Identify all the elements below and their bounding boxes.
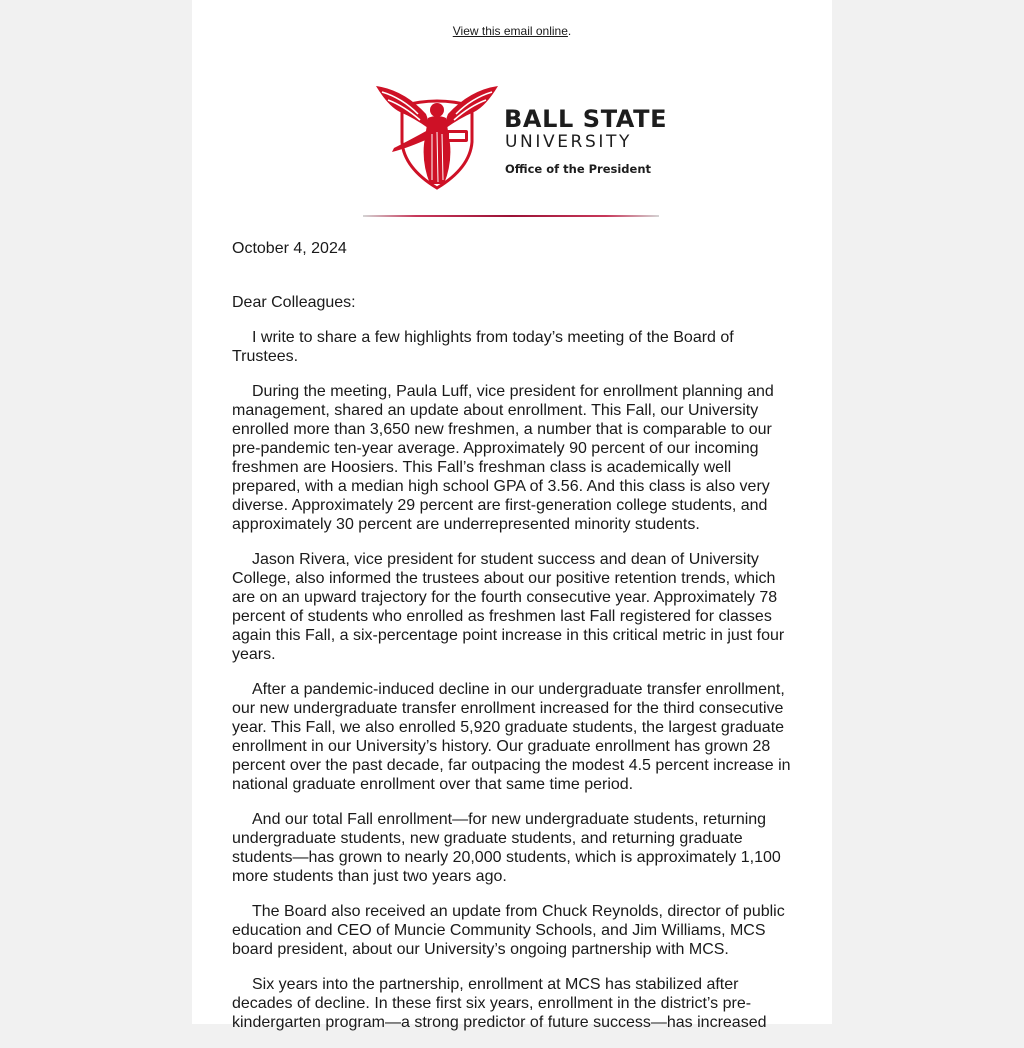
letter-paragraph: Six years into the partnership, enrollment at MCS has stabilized after decades of decline. In these first six years, enrollment in the district’s pre-kindergarten program—a strong predictor of future success—has increased bbox=[232, 976, 767, 1031]
letter-paragraph: And our total Fall enrollment—for new undergraduate students, returning undergraduate students, new graduate students, and returning graduate students—has grown to nearly 20,000 students, which is approximately 1,100 more students than just two years ago. bbox=[232, 811, 781, 885]
logo-line-university: UNIVERSITY bbox=[505, 132, 632, 152]
letter-paragraph: During the meeting, Paula Luff, vice president for enrollment planning and management, shared an update about enrollment. This Fall, our University enrolled more than 3,650 new freshmen, a number that is comparable to our pre-pandemic ten-year average. Approximately 90 percent of our incoming freshmen are Hoosiers. This Fall’s freshman class is academically well prepared, with a median high school GPA of 3.56. And this class is also very diverse. Approximately 29 percent are first-generation college students, and approximately 30 percent are underrepresented minority students. bbox=[232, 383, 774, 533]
letter-paragraph: Jason Rivera, vice president for student success and dean of University College, also informed the trustees about our positive retention trends, which are on an upward trajectory for the fourth consecutive year. Approximately 78 percent of students who enrolled as freshmen last Fall registered for classes again this Fall, a six-percentage point increase in this critical metric in just four years. bbox=[232, 551, 785, 663]
letter-paragraph: I write to share a few highlights from today’s meeting of the Board of Trustees. bbox=[232, 329, 734, 365]
view-online-suffix: . bbox=[567, 24, 572, 38]
letter-paragraph: The Board also received an update from Chuck Reynolds, director of public education and CEO of Muncie Community Schools, and Jim Williams, MCS board president, about our University’s ongoing partnership with MCS. bbox=[232, 903, 785, 958]
letter-greeting: Dear Colleagues: bbox=[232, 294, 356, 311]
header-divider bbox=[363, 215, 659, 217]
logo-line-ball-state: BALL STATE bbox=[504, 105, 668, 133]
letter-date: October 4, 2024 bbox=[232, 240, 347, 257]
logo-line-office: Office of the President bbox=[505, 162, 652, 176]
cardinal-seal-icon bbox=[374, 84, 500, 190]
email-body bbox=[192, 0, 832, 1031]
ball-state-logo bbox=[374, 84, 668, 190]
letter-paragraph: After a pandemic-induced decline in our undergraduate transfer enrollment, our new undergraduate transfer enrollment increased for the third consecutive year. This Fall, we also enrolled 5,920 graduate students, the largest graduate enrollment in our University’s history. Our graduate enrollment has grown 28 percent over the past decade, far outpacing the modest 4.5 percent increase in national graduate enrollment over that same time period. bbox=[232, 681, 791, 793]
view-online-link[interactable]: View this email online bbox=[452, 24, 568, 38]
letter-content bbox=[232, 239, 792, 1048]
view-online-line bbox=[192, 24, 832, 39]
